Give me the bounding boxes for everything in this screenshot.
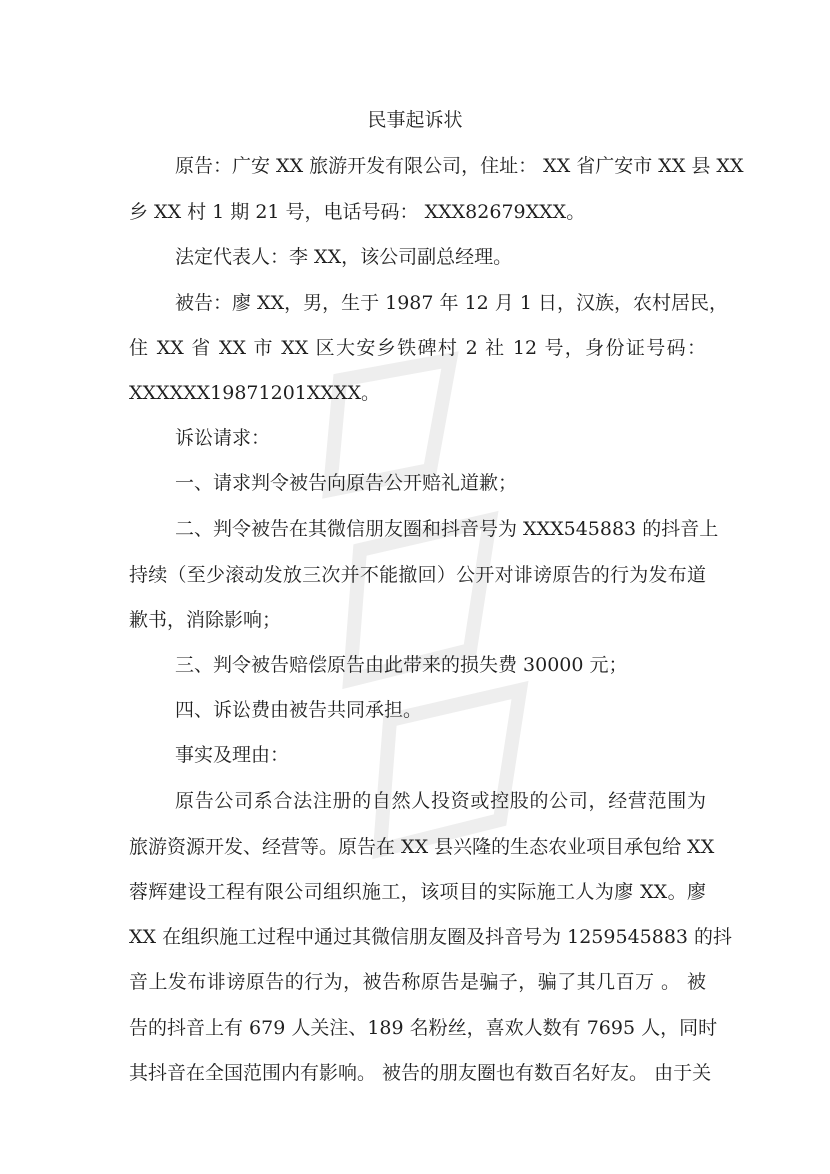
claim-3: 三、判令被告赔偿原告由此带来的损失费 30000 元； — [175, 654, 628, 676]
plaintiff-line-2: 乡 XX 村 1 期 21 号，电话号码： XXX82679XXX。 — [129, 201, 586, 223]
claims-heading: 诉讼请求： — [175, 427, 271, 449]
claim-2-line-1: 二、判令被告在其微信朋友圈和抖音号为 XXX545883 的抖音上 — [175, 518, 719, 540]
facts-heading: 事实及理由： — [175, 744, 290, 766]
facts-line-6: 告的抖音上有 679 人关注、189 名粉丝，喜欢人数有 7695 人，同时 — [129, 1017, 718, 1039]
facts-line-5: 音上发布诽谤原告的行为，被告称原告是骗子，骗了其几百万 。 被 — [129, 971, 706, 993]
facts-line-2: 旅游资源开发、经营等。原告在 XX 县兴隆的生态农业项目承包给 XX — [129, 836, 715, 858]
plaintiff-line-1: 原告：广安 XX 旅游开发有限公司，住址： XX 省广安市 XX 县 XX — [175, 155, 744, 177]
claim-4: 四、诉讼费由被告共同承担。 — [175, 699, 423, 721]
facts-line-3: 蓉辉建设工程有限公司组织施工，该项目的实际施工人为廖 XX。廖 — [129, 881, 706, 903]
facts-line-4: XX 在组织施工过程中通过其微信朋友圈及抖音号为 1259545883 的抖 — [129, 926, 733, 948]
defendant-line-2: 住 XX 省 XX 市 XX 区大安乡铁碑村 2 社 12 号，身份证号码： — [129, 337, 706, 359]
claim-2-line-2: 持续（至少滚动发放三次并不能撤回）公开对诽谤原告的行为发布道 — [129, 564, 706, 586]
claim-2-line-3: 歉书，消除影响； — [129, 609, 282, 631]
facts-line-1: 原告公司系合法注册的自然人投资或控股的公司，经营范围为 — [175, 790, 706, 812]
facts-line-7: 其抖音在全国范围内有影响。 被告的朋友圈也有数百名好友。 由于关 — [129, 1062, 712, 1084]
document-title: 民事起诉状 — [367, 109, 463, 131]
defendant-line-1: 被告：廖 XX，男，生于 1987 年 12 月 1 日，汉族，农村居民， — [175, 292, 728, 314]
claim-1: 一、请求判令被告向原告公开赔礼道歉； — [175, 472, 518, 494]
legal-representative: 法定代表人：李 XX，该公司副总经理。 — [175, 246, 513, 268]
defendant-line-3: XXXXXX19871201XXXX。 — [129, 382, 380, 404]
